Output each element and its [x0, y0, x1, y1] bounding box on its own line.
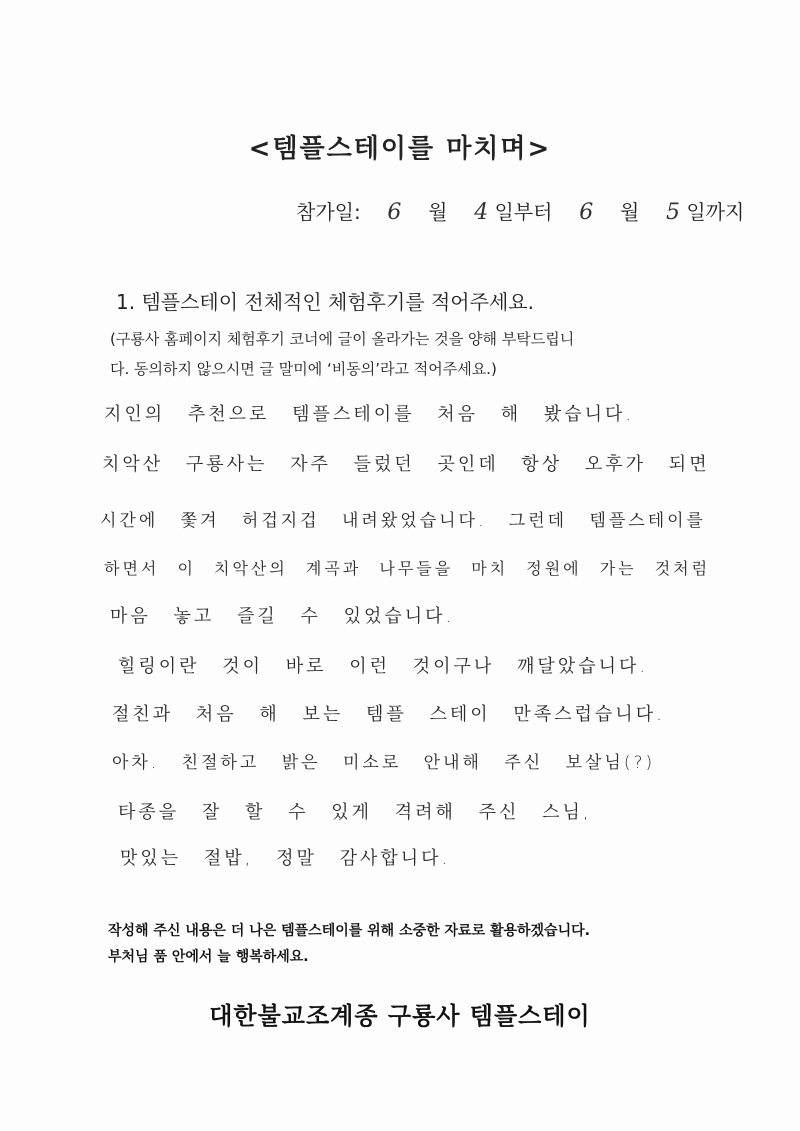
- from-word: 일부터: [494, 200, 553, 224]
- handwritten-line: 타종을 잘 할 수 있게 격려해 주신 스님,: [118, 802, 592, 823]
- handwritten-line: 맛있는 절밥, 정말 감사합니다.: [120, 848, 451, 869]
- start-month-value: 6: [387, 200, 402, 225]
- handwritten-line: 시간에 쫓겨 허겁지겁 내려왔었습니다. 그런데 템플스테이를: [100, 511, 706, 531]
- end-day-value: 5: [666, 200, 680, 225]
- handwritten-line: 아차. 친절하고 밝은 미소로 안내해 주신 보살님(?): [112, 753, 656, 773]
- handwritten-line: 힐링이란 것이 바로 이런 것이구나 깨달았습니다.: [118, 656, 649, 677]
- organization-name: 대한불교조계종 구룡사 템플스테이: [209, 1002, 591, 1030]
- handwritten-line: 지인의 추천으로 템플스테이를 처음 해 봤습니다.: [104, 404, 635, 425]
- consent-note-line-1: (구룡사 홈페이지 체험후기 코너에 글이 올라가는 것을 양해 부탁드립니: [110, 330, 575, 348]
- footer-message-line-2: 부처님 품 안에서 늘 행복하세요.: [108, 949, 309, 965]
- period-label: 참가일:: [296, 200, 361, 224]
- start-month-word: 월: [428, 200, 448, 224]
- until-word: 일까지: [686, 200, 745, 224]
- document-title: <템플스테이를 마치며>: [248, 134, 552, 164]
- participation-period: [296, 196, 744, 225]
- handwritten-line: 절친과 처음 해 보는 템플 스테이 만족스럽습니다.: [112, 704, 665, 725]
- consent-note: [110, 324, 700, 384]
- consent-note-line-2: 다. 동의하지 않으시면 글 말미에 ‘비동의’라고 적어주세요.): [110, 360, 497, 378]
- footer-message-line-1: 작성해 주신 내용은 더 나은 템플스테이를 위해 소중한 자료로 활용하겠습니다.: [108, 923, 590, 939]
- footer-message: [108, 918, 590, 970]
- start-day-value: 4: [474, 200, 489, 225]
- end-month-value: 6: [579, 200, 594, 225]
- handwritten-line: 치악산 구룡사는 자주 들렀던 곳인데 항상 오후가 되면: [102, 454, 710, 475]
- handwritten-line: 하면서 이 치악산의 계곡과 나무들을 마치 정원에 가는 것처럼: [104, 559, 711, 578]
- end-month-word: 월: [619, 200, 640, 224]
- handwritten-line: 마음 놓고 즐길 수 있었습니다.: [110, 606, 455, 627]
- question-heading: 1. 템플스테이 전체적인 체험후기를 적어주세요.: [116, 290, 534, 314]
